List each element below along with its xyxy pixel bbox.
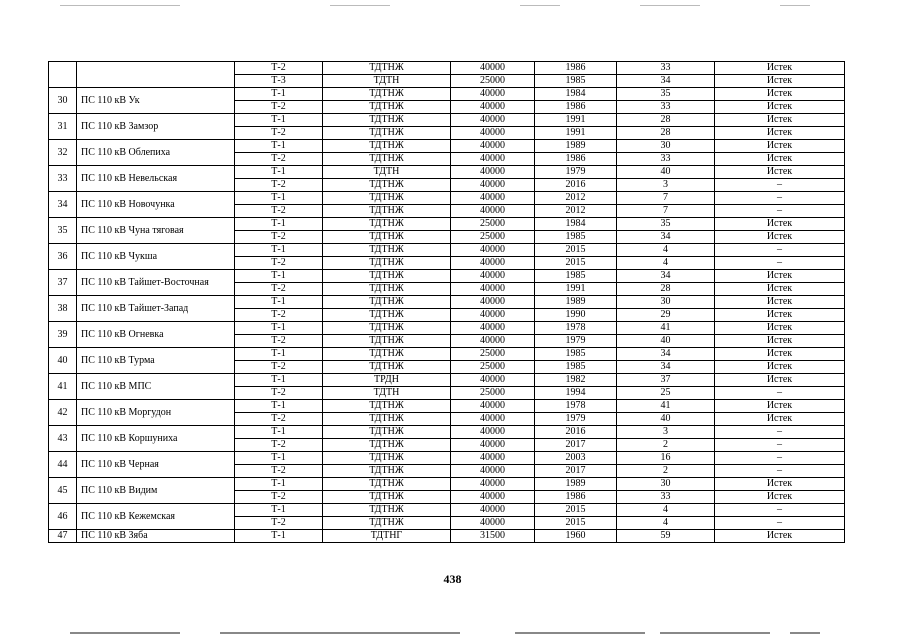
table-row	[49, 452, 845, 465]
status-cell: Истек	[715, 114, 845, 127]
table-row	[49, 140, 845, 153]
table-row	[49, 166, 845, 179]
year-cell: 1984	[535, 88, 617, 101]
year-cell: 1994	[535, 387, 617, 400]
service-years-cell: 34	[617, 270, 715, 283]
transformer-type-cell: ТДТНЖ	[323, 348, 451, 361]
transformer-type-cell: ТДТНЖ	[323, 309, 451, 322]
substation-name-cell: ПС 110 кВ Кежемская	[77, 504, 235, 530]
scan-edge-top	[0, 0, 905, 12]
service-years-cell: 30	[617, 140, 715, 153]
service-years-cell: 37	[617, 374, 715, 387]
status-cell: Истек	[715, 348, 845, 361]
status-cell: Истек	[715, 88, 845, 101]
service-years-cell: 3	[617, 179, 715, 192]
transformer-id-cell: Т-2	[235, 101, 323, 114]
year-cell: 2012	[535, 205, 617, 218]
service-years-cell: 4	[617, 504, 715, 517]
substation-name-cell: ПС 110 кВ Черная	[77, 452, 235, 478]
year-cell: 1960	[535, 530, 617, 543]
service-years-cell: 7	[617, 205, 715, 218]
row-number-cell: 46	[49, 504, 77, 530]
row-number-cell: 43	[49, 426, 77, 452]
year-cell: 1985	[535, 75, 617, 88]
status-cell: Истек	[715, 400, 845, 413]
year-cell: 2012	[535, 192, 617, 205]
capacity-cell: 40000	[451, 127, 535, 140]
capacity-cell: 25000	[451, 75, 535, 88]
substation-name-cell: ПС 110 кВ Новочунка	[77, 192, 235, 218]
status-cell: –	[715, 504, 845, 517]
transformer-id-cell: Т-1	[235, 296, 323, 309]
capacity-cell: 40000	[451, 465, 535, 478]
transformer-id-cell: Т-2	[235, 205, 323, 218]
year-cell: 2016	[535, 426, 617, 439]
table-row	[49, 322, 845, 335]
year-cell: 2003	[535, 452, 617, 465]
transformer-type-cell: ТДТНЖ	[323, 153, 451, 166]
transformer-id-cell: Т-1	[235, 426, 323, 439]
service-years-cell: 28	[617, 127, 715, 140]
capacity-cell: 40000	[451, 517, 535, 530]
transformer-type-cell: ТДТНЖ	[323, 426, 451, 439]
capacity-cell: 40000	[451, 62, 535, 75]
table-row	[49, 530, 845, 543]
transformer-id-cell: Т-2	[235, 361, 323, 374]
row-number-cell: 32	[49, 140, 77, 166]
transformer-id-cell: Т-2	[235, 387, 323, 400]
transformer-type-cell: ТДТНЖ	[323, 244, 451, 257]
service-years-cell: 25	[617, 387, 715, 400]
year-cell: 1985	[535, 270, 617, 283]
status-cell: Истек	[715, 530, 845, 543]
transformer-type-cell: ТДТНЖ	[323, 322, 451, 335]
transformer-type-cell: ТДТНЖ	[323, 62, 451, 75]
table-row	[49, 426, 845, 439]
capacity-cell: 31500	[451, 530, 535, 543]
status-cell: Истек	[715, 127, 845, 140]
substation-name-cell: ПС 110 кВ Ук	[77, 88, 235, 114]
transformer-id-cell: Т-2	[235, 127, 323, 140]
substation-name-cell: ПС 110 кВ Коршуниха	[77, 426, 235, 452]
transformer-type-cell: ТДТНЖ	[323, 218, 451, 231]
row-number-cell: 38	[49, 296, 77, 322]
transformer-type-cell: ТДТНЖ	[323, 283, 451, 296]
status-cell: Истек	[715, 101, 845, 114]
service-years-cell: 35	[617, 218, 715, 231]
transformer-id-cell: Т-1	[235, 88, 323, 101]
status-cell: Истек	[715, 270, 845, 283]
transformer-type-cell: ТДТНЖ	[323, 257, 451, 270]
transformer-type-cell: ТДТНЖ	[323, 127, 451, 140]
status-cell: Истек	[715, 153, 845, 166]
transformer-id-cell: Т-1	[235, 114, 323, 127]
substation-name-cell: ПС 110 кВ Замзор	[77, 114, 235, 140]
capacity-cell: 40000	[451, 101, 535, 114]
transformer-type-cell: ТДТНЖ	[323, 101, 451, 114]
capacity-cell: 40000	[451, 114, 535, 127]
transformer-id-cell: Т-2	[235, 491, 323, 504]
status-cell: Истек	[715, 62, 845, 75]
row-number-cell: 44	[49, 452, 77, 478]
service-years-cell: 2	[617, 465, 715, 478]
year-cell: 1989	[535, 478, 617, 491]
page-number: 438	[443, 572, 462, 586]
status-cell: –	[715, 387, 845, 400]
substation-name-cell: ПС 110 кВ МПС	[77, 374, 235, 400]
transformer-id-cell: Т-2	[235, 465, 323, 478]
capacity-cell: 25000	[451, 387, 535, 400]
transformer-id-cell: Т-1	[235, 270, 323, 283]
year-cell: 2015	[535, 517, 617, 530]
transformer-type-cell: ТДТНЖ	[323, 335, 451, 348]
transformer-id-cell: Т-1	[235, 452, 323, 465]
substation-name-cell: ПС 110 кВ Видим	[77, 478, 235, 504]
transformer-type-cell: ТДТНЖ	[323, 179, 451, 192]
status-cell: Истек	[715, 166, 845, 179]
capacity-cell: 40000	[451, 504, 535, 517]
year-cell: 2015	[535, 244, 617, 257]
row-number-cell: 33	[49, 166, 77, 192]
status-cell: Истек	[715, 140, 845, 153]
year-cell: 1990	[535, 309, 617, 322]
year-cell: 1985	[535, 231, 617, 244]
status-cell: Истек	[715, 478, 845, 491]
year-cell: 1985	[535, 348, 617, 361]
transformer-type-cell: ТДТНЖ	[323, 205, 451, 218]
capacity-cell: 40000	[451, 153, 535, 166]
table-row	[49, 218, 845, 231]
capacity-cell: 40000	[451, 205, 535, 218]
year-cell: 1991	[535, 127, 617, 140]
service-years-cell: 40	[617, 335, 715, 348]
substation-name-cell	[77, 62, 235, 88]
table-row	[49, 374, 845, 387]
year-cell: 1979	[535, 166, 617, 179]
capacity-cell: 40000	[451, 283, 535, 296]
row-number-cell: 42	[49, 400, 77, 426]
transformer-type-cell: ТДТН	[323, 166, 451, 179]
row-number-cell: 45	[49, 478, 77, 504]
status-cell: Истек	[715, 283, 845, 296]
capacity-cell: 40000	[451, 270, 535, 283]
status-cell: Истек	[715, 413, 845, 426]
transformer-type-cell: ТДТНЖ	[323, 296, 451, 309]
table-row	[49, 348, 845, 361]
transformer-id-cell: Т-1	[235, 322, 323, 335]
service-years-cell: 33	[617, 491, 715, 504]
service-years-cell: 40	[617, 166, 715, 179]
row-number-cell: 35	[49, 218, 77, 244]
row-number-cell: 34	[49, 192, 77, 218]
row-number-cell: 36	[49, 244, 77, 270]
substation-name-cell: ПС 110 кВ Облепиха	[77, 140, 235, 166]
transformer-id-cell: Т-2	[235, 517, 323, 530]
transformer-type-cell: ТДТНЖ	[323, 478, 451, 491]
capacity-cell: 40000	[451, 257, 535, 270]
status-cell: –	[715, 465, 845, 478]
status-cell: Истек	[715, 491, 845, 504]
year-cell: 2015	[535, 257, 617, 270]
capacity-cell: 40000	[451, 400, 535, 413]
transformer-id-cell: Т-1	[235, 140, 323, 153]
row-number-cell: 41	[49, 374, 77, 400]
substation-name-cell: ПС 110 кВ Чуна тяговая	[77, 218, 235, 244]
year-cell: 2016	[535, 179, 617, 192]
transformer-id-cell: Т-2	[235, 309, 323, 322]
year-cell: 1978	[535, 322, 617, 335]
transformer-type-cell: ТДТНЖ	[323, 270, 451, 283]
capacity-cell: 40000	[451, 140, 535, 153]
year-cell: 1986	[535, 491, 617, 504]
year-cell: 1991	[535, 283, 617, 296]
transformer-id-cell: Т-1	[235, 218, 323, 231]
service-years-cell: 59	[617, 530, 715, 543]
table-row	[49, 400, 845, 413]
status-cell: Истек	[715, 231, 845, 244]
transformer-id-cell: Т-1	[235, 348, 323, 361]
transformer-type-cell: ТДТНЖ	[323, 400, 451, 413]
year-cell: 1984	[535, 218, 617, 231]
capacity-cell: 25000	[451, 218, 535, 231]
year-cell: 1978	[535, 400, 617, 413]
capacity-cell: 40000	[451, 426, 535, 439]
year-cell: 2017	[535, 439, 617, 452]
row-number-cell: 37	[49, 270, 77, 296]
year-cell: 1979	[535, 413, 617, 426]
substation-name-cell: ПС 110 кВ Огневка	[77, 322, 235, 348]
year-cell: 1979	[535, 335, 617, 348]
status-cell: –	[715, 426, 845, 439]
transformer-type-cell: ТДТНЖ	[323, 192, 451, 205]
transformer-id-cell: Т-2	[235, 179, 323, 192]
year-cell: 1982	[535, 374, 617, 387]
year-cell: 1985	[535, 361, 617, 374]
service-years-cell: 34	[617, 361, 715, 374]
capacity-cell: 40000	[451, 322, 535, 335]
service-years-cell: 34	[617, 75, 715, 88]
transformer-id-cell: Т-2	[235, 62, 323, 75]
capacity-cell: 40000	[451, 335, 535, 348]
capacity-cell: 40000	[451, 179, 535, 192]
transformer-type-cell: ТДТНЖ	[323, 413, 451, 426]
transformer-type-cell: ТДТНЖ	[323, 140, 451, 153]
year-cell: 2017	[535, 465, 617, 478]
transformer-id-cell: Т-2	[235, 335, 323, 348]
table-row	[49, 244, 845, 257]
capacity-cell: 40000	[451, 192, 535, 205]
transformer-type-cell: ТДТНЖ	[323, 361, 451, 374]
table-row	[49, 504, 845, 517]
status-cell: Истек	[715, 322, 845, 335]
transformer-type-cell: ТДТНЖ	[323, 491, 451, 504]
substation-name-cell: ПС 110 кВ Тайшет-Восточная	[77, 270, 235, 296]
status-cell: –	[715, 192, 845, 205]
service-years-cell: 40	[617, 413, 715, 426]
transformer-id-cell: Т-1	[235, 400, 323, 413]
status-cell: –	[715, 452, 845, 465]
service-years-cell: 7	[617, 192, 715, 205]
service-years-cell: 34	[617, 348, 715, 361]
service-years-cell: 16	[617, 452, 715, 465]
capacity-cell: 40000	[451, 244, 535, 257]
year-cell: 1986	[535, 62, 617, 75]
table-row	[49, 88, 845, 101]
status-cell: Истек	[715, 361, 845, 374]
capacity-cell: 40000	[451, 166, 535, 179]
table-row	[49, 192, 845, 205]
service-years-cell: 34	[617, 231, 715, 244]
service-years-cell: 30	[617, 478, 715, 491]
service-years-cell: 2	[617, 439, 715, 452]
transformer-type-cell: ТДТНЖ	[323, 452, 451, 465]
substation-name-cell: ПС 110 кВ Чукша	[77, 244, 235, 270]
transformer-id-cell: Т-1	[235, 504, 323, 517]
status-cell: Истек	[715, 75, 845, 88]
transformer-id-cell: Т-2	[235, 283, 323, 296]
table-row	[49, 270, 845, 283]
row-number-cell: 30	[49, 88, 77, 114]
transformer-id-cell: Т-2	[235, 413, 323, 426]
service-years-cell: 33	[617, 101, 715, 114]
transformer-id-cell: Т-2	[235, 153, 323, 166]
year-cell: 1986	[535, 101, 617, 114]
substation-name-cell: ПС 110 кВ Зяба	[77, 530, 235, 543]
capacity-cell: 25000	[451, 348, 535, 361]
transformer-type-cell: ТДТНЖ	[323, 517, 451, 530]
transformer-id-cell: Т-1	[235, 374, 323, 387]
capacity-cell: 40000	[451, 374, 535, 387]
transformer-id-cell: Т-1	[235, 478, 323, 491]
status-cell: –	[715, 439, 845, 452]
transformer-type-cell: ТДТН	[323, 75, 451, 88]
status-cell: –	[715, 257, 845, 270]
year-cell: 1989	[535, 140, 617, 153]
service-years-cell: 29	[617, 309, 715, 322]
status-cell: Истек	[715, 374, 845, 387]
service-years-cell: 4	[617, 244, 715, 257]
service-years-cell: 3	[617, 426, 715, 439]
status-cell: Истек	[715, 335, 845, 348]
transformer-id-cell: Т-1	[235, 530, 323, 543]
year-cell: 1989	[535, 296, 617, 309]
substation-name-cell: ПС 110 кВ Турма	[77, 348, 235, 374]
status-cell: Истек	[715, 296, 845, 309]
service-years-cell: 4	[617, 517, 715, 530]
service-years-cell: 30	[617, 296, 715, 309]
transformer-type-cell: ТДТНЖ	[323, 231, 451, 244]
transformer-type-cell: ТДТНЖ	[323, 439, 451, 452]
service-years-cell: 28	[617, 114, 715, 127]
service-years-cell: 33	[617, 62, 715, 75]
status-cell: –	[715, 205, 845, 218]
row-number-cell	[49, 62, 77, 88]
transformer-id-cell: Т-2	[235, 231, 323, 244]
capacity-cell: 25000	[451, 231, 535, 244]
transformer-id-cell: Т-1	[235, 166, 323, 179]
capacity-cell: 40000	[451, 491, 535, 504]
capacity-cell: 40000	[451, 88, 535, 101]
capacity-cell: 40000	[451, 296, 535, 309]
transformer-id-cell: Т-1	[235, 192, 323, 205]
capacity-cell: 40000	[451, 478, 535, 491]
table-row	[49, 478, 845, 491]
year-cell: 1986	[535, 153, 617, 166]
row-number-cell: 47	[49, 530, 77, 543]
table-row	[49, 114, 845, 127]
transformer-id-cell: Т-2	[235, 257, 323, 270]
capacity-cell: 40000	[451, 439, 535, 452]
service-years-cell: 41	[617, 400, 715, 413]
table-row	[49, 296, 845, 309]
substation-name-cell: ПС 110 кВ Невельская	[77, 166, 235, 192]
status-cell: –	[715, 244, 845, 257]
status-cell: –	[715, 517, 845, 530]
year-cell: 2015	[535, 504, 617, 517]
capacity-cell: 40000	[451, 413, 535, 426]
status-cell: Истек	[715, 309, 845, 322]
transformer-type-cell: ТДТНЖ	[323, 504, 451, 517]
table-row	[49, 62, 845, 75]
transformer-type-cell: ТДТН	[323, 387, 451, 400]
capacity-cell: 40000	[451, 452, 535, 465]
transformer-id-cell: Т-3	[235, 75, 323, 88]
row-number-cell: 40	[49, 348, 77, 374]
transformer-type-cell: ТДТНЖ	[323, 88, 451, 101]
row-number-cell: 39	[49, 322, 77, 348]
transformer-type-cell: ТДТНЖ	[323, 465, 451, 478]
substation-name-cell: ПС 110 кВ Тайшет-Запад	[77, 296, 235, 322]
row-number-cell: 31	[49, 114, 77, 140]
transformer-type-cell: ТРДН	[323, 374, 451, 387]
capacity-cell: 40000	[451, 309, 535, 322]
status-cell: –	[715, 179, 845, 192]
substation-name-cell: ПС 110 кВ Моргудон	[77, 400, 235, 426]
transformer-id-cell: Т-1	[235, 244, 323, 257]
service-years-cell: 41	[617, 322, 715, 335]
transformer-type-cell: ТДТНЖ	[323, 114, 451, 127]
transformer-id-cell: Т-2	[235, 439, 323, 452]
service-years-cell: 4	[617, 257, 715, 270]
year-cell: 1991	[535, 114, 617, 127]
service-years-cell: 28	[617, 283, 715, 296]
service-years-cell: 35	[617, 88, 715, 101]
status-cell: Истек	[715, 218, 845, 231]
transformer-table	[48, 61, 845, 543]
service-years-cell: 33	[617, 153, 715, 166]
transformer-type-cell: ТДТНГ	[323, 530, 451, 543]
capacity-cell: 25000	[451, 361, 535, 374]
